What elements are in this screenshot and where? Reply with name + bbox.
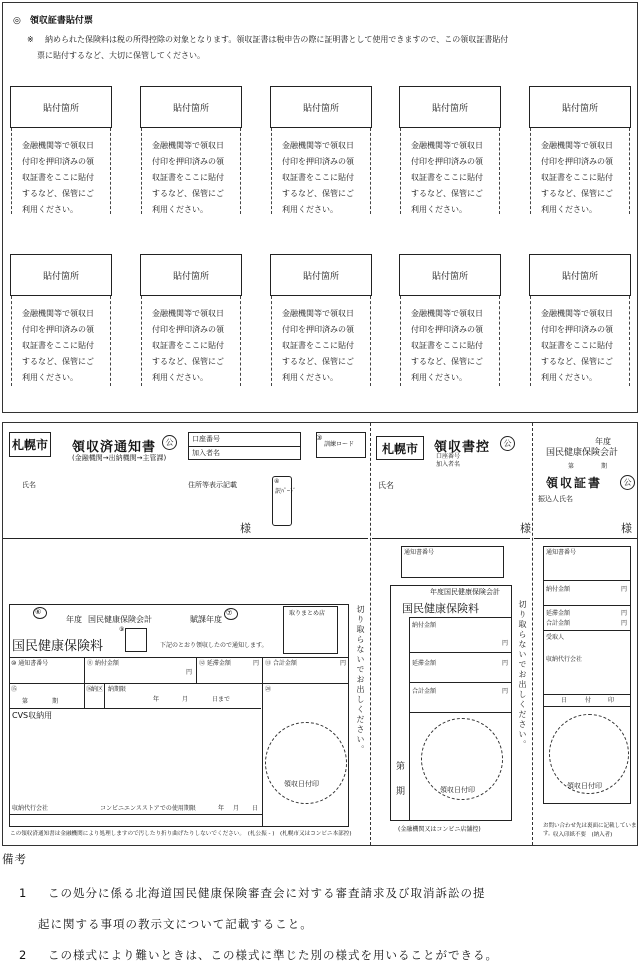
paste-dash-right [629, 296, 630, 386]
slip-a-dai: 第 [22, 698, 29, 705]
slip-a-num3: ③ [316, 434, 323, 442]
slip-a-account-no: 口座番号 [192, 435, 220, 443]
slip-c-notice-no: 通知書番号 [546, 549, 577, 556]
slip-b-inner-left [409, 617, 410, 821]
slip-c-line-5 [543, 706, 631, 707]
slip-c-insurance-account: 国民健康保険会計 [546, 448, 619, 458]
slip-c-date-3: 印 [608, 697, 615, 704]
paste-dash-left [530, 128, 531, 214]
slip-a-insurance-account: 国民健康保険会計 [88, 615, 152, 624]
slip-c-date-1: 日 [561, 697, 568, 704]
paste-dash-left [400, 128, 401, 214]
slip-c-late-fee: 延滞金額 [546, 610, 571, 617]
slip-a-name-label: 氏名 [22, 481, 36, 489]
slip-c-sama: 様 [621, 522, 632, 535]
slip-b-line-4 [409, 712, 512, 713]
slip-b-subscriber: 加入者名 [436, 461, 461, 468]
slip-b-ki: 期 [396, 787, 406, 797]
remark-1-number: 1 [19, 886, 28, 900]
paste-slot-instruction-line: するなど、保管にご [411, 189, 483, 198]
slip-c-ko-mark: 公 [620, 475, 635, 490]
slip-a-num6: ⑥ [35, 608, 42, 616]
paste-slot-instruction-line: 収証書をここに貼付 [541, 341, 613, 350]
slip-b-sama: 様 [520, 522, 531, 535]
slip-b-account-no: 口座番号 [436, 453, 461, 460]
slip-c-line-2 [543, 605, 631, 606]
slip-c-title: 領収証書 [546, 476, 603, 490]
paste-slot-label: 貼付箇所 [529, 254, 631, 296]
slip-a-stamp-label: 領収日付印 [284, 780, 319, 788]
slip-a-agent-line [9, 814, 262, 815]
paste-slot-instruction-line: 付印を押印済みの領 [152, 157, 224, 166]
paste-slot-instruction-line: 金融機関等で領収日 [282, 141, 354, 150]
paste-slot-instruction-line: 収証書をここに貼付 [411, 173, 483, 182]
paste-dash-left [400, 296, 401, 386]
paste-dash-right [240, 296, 241, 386]
paste-slot-instruction-line: 利用ください。 [152, 205, 208, 214]
paste-slot-instruction-line: するなど、保管にご [282, 357, 354, 366]
usage-period-label: コンビニエンスストアでの使用期限 [100, 805, 196, 812]
slip-b-dai: 第 [396, 762, 406, 772]
usage-month: 月 [233, 805, 240, 812]
paste-slot-instruction-line: 利用ください。 [411, 205, 467, 214]
paste-slot-instructions [152, 138, 238, 218]
slip-a-row2-bottom [9, 708, 261, 709]
slip-c-hline-1 [534, 538, 637, 539]
paste-dash-right [370, 128, 371, 214]
slip-a-year-label: 年度 [66, 615, 82, 624]
slip-b-name-label: 氏名 [378, 481, 394, 490]
slip-a-num9: ⑨ [119, 626, 125, 633]
slip-c-line-1 [543, 580, 631, 581]
note-line-1: 納められた保険料は税の所得控除の対象となります。領収証書は税申告の際に証明書として使用できますので、この領収証書貼付 [45, 35, 509, 44]
slip-divider-2 [532, 423, 533, 845]
slip-a-amount: ⑪ 納付金額 [87, 660, 119, 667]
slip-b-total: 合計金額 [412, 688, 437, 695]
paste-slot-label: 貼付箇所 [529, 86, 631, 128]
paste-dash-left [141, 128, 142, 214]
paste-slot-instructions [541, 306, 627, 386]
paste-slot-instructions [152, 306, 238, 386]
cut-notice-1: 切り取らないでお出しください。 [356, 605, 365, 755]
cut-notice-2: 切り取らないでお出しください。 [518, 600, 527, 750]
slip-a-late-fee: ⑫ 延滞金額 [199, 660, 231, 667]
slip-b-city: 札幌市 [376, 436, 424, 460]
paste-slot-instruction-line: 金融機関等で領収日 [411, 309, 483, 318]
paste-slot-instruction-line: 金融機関等で領収日 [152, 141, 224, 150]
slip-b-ko-mark: 公 [500, 436, 515, 451]
paste-slot-instruction-line: 付印を押印済みの領 [22, 157, 94, 166]
note-line-2: 票に貼付するなど、大切に保管してください。 [37, 51, 205, 60]
paste-dash-left [271, 128, 272, 214]
paste-dash-right [240, 128, 241, 214]
paste-slot-instruction-line: 金融機関等で領収日 [411, 141, 483, 150]
slip-a-hline-1 [3, 538, 368, 539]
paste-slot-instructions [22, 306, 108, 386]
slip-a-total: ⑬ 合計金額 [265, 660, 297, 667]
paste-slot-instruction-line: 収証書をここに貼付 [152, 341, 224, 350]
slip-a-num20: ⑳ [265, 686, 272, 693]
paste-slot-instruction-line: 収証書をここに貼付 [22, 173, 94, 182]
paste-dash-left [11, 128, 12, 214]
paste-slot-instruction-line: 利用ください。 [282, 205, 338, 214]
paste-slot-instruction-line: 付印を押印済みの領 [282, 325, 354, 334]
slip-b-total-yen: 円 [502, 688, 509, 695]
remarks-title: 備考 [2, 852, 27, 866]
slip-a-total-yen: 円 [340, 660, 347, 667]
slip-a-stamp-circle [265, 722, 347, 804]
remark-2-number: 2 [19, 948, 28, 962]
slip-c-line-3 [543, 630, 631, 631]
paste-slot-instructions [411, 138, 497, 218]
paste-slot-instruction-line: 収証書をここに貼付 [282, 173, 354, 182]
paste-dash-right [110, 296, 111, 386]
paste-slot-instructions [22, 138, 108, 218]
paste-slot-label: 貼付箇所 [140, 254, 242, 296]
paste-slot-instruction-line: 金融機関等で領収日 [282, 309, 354, 318]
slip-a-address-label: 住所等表示記載 [188, 481, 237, 489]
remark-1-line-1: この処分に係る北海道国民健康保険審査会に対する審査請求及び取消訴訟の提 [48, 886, 486, 900]
slip-c-payer: 振込人氏名 [538, 495, 573, 503]
slip-a-date-until: 日まで [212, 696, 231, 703]
slip-c-date-2: 付 [585, 697, 592, 704]
paste-slot-instruction-line: するなど、保管にご [152, 357, 224, 366]
slip-b-line-1 [409, 617, 512, 618]
paste-slot-instructions [541, 138, 627, 218]
paste-slot-label: 貼付箇所 [270, 86, 372, 128]
paste-sheet-title: ◎ 領収証書貼付票 [13, 16, 93, 26]
paste-slot-instruction-line: 金融機関等で領収日 [541, 309, 613, 318]
slip-a-num7: ⑦ [226, 609, 233, 617]
slip-a-num16: ⑯ [86, 686, 93, 693]
slip-a-row2-v1 [84, 683, 85, 708]
slip-c-total-yen: 円 [621, 620, 628, 627]
paste-slot-instruction-line: 利用ください。 [22, 373, 78, 382]
note-mark: ※ [27, 35, 34, 44]
slip-a-sama: 様 [240, 522, 251, 535]
paste-slot-instruction-line: 付印を押印済みの領 [282, 157, 354, 166]
barcode-label: 訓練ロード [324, 441, 355, 448]
paste-slot-instruction-line: 利用ください。 [22, 205, 78, 214]
collect-shop-label: 取りまとめ店 [289, 610, 326, 617]
paste-dash-left [141, 296, 142, 386]
slip-c-amount-yen: 円 [621, 586, 628, 593]
slip-a-num9-box [125, 628, 147, 652]
paste-slot-instruction-line: 付印を押印済みの領 [541, 157, 613, 166]
paste-slot-instruction-line: 利用ください。 [541, 373, 597, 382]
paste-slot-instruction-line: 付印を押印済みの領 [411, 157, 483, 166]
paste-slot-label: 貼付箇所 [399, 86, 501, 128]
slip-a-stamp-column [262, 683, 263, 827]
paste-slot-instruction-line: するなど、保管にご [152, 189, 224, 198]
slip-a-subscriber: 加入者名 [192, 449, 220, 457]
paste-dash-left [530, 296, 531, 386]
paste-dash-right [370, 296, 371, 386]
usage-year: 年 [218, 805, 225, 812]
slip-c-late-fee-yen: 円 [621, 610, 628, 617]
slip-a-row2-v2 [104, 683, 105, 708]
paste-dash-left [11, 296, 12, 386]
slip-c-stamp-label: 領収日付印 [567, 782, 602, 790]
slip-c-year-label: 年度 [595, 437, 611, 446]
paste-slot-instruction-line: 付印を押印済みの領 [22, 325, 94, 334]
slip-b-line-2 [409, 652, 512, 653]
slip-c-footer-2: 収入印紙不要 (納入者) [553, 832, 613, 838]
slip-b-year-account: 年度国民健康保険会計 [430, 588, 500, 596]
slip-a-row1-v3 [262, 657, 263, 683]
slip-c-recipient: 受取人 [546, 634, 565, 641]
paste-slot-instruction-line: 付印を押印済みの領 [541, 325, 613, 334]
paste-slot-label: 貼付箇所 [10, 254, 112, 296]
slip-a-row1-bottom [9, 683, 349, 684]
paste-dash-right [499, 128, 500, 214]
slip-b-stamp-label: 領収日付印 [440, 786, 475, 794]
slip-b-notice-no: 通知書番号 [404, 549, 435, 556]
paste-slot-instructions [282, 306, 368, 386]
paste-dash-right [110, 128, 111, 214]
slip-a-num15: ⑮ [11, 686, 18, 693]
slip-b-title: 領収書控 [434, 440, 491, 455]
slip-c-total: 合計金額 [546, 620, 571, 627]
slip-a-num4-label: 訳ﾊﾟｰﾄﾞ [275, 488, 297, 495]
paste-slot-instruction-line: するなど、保管にご [22, 357, 94, 366]
slip-a-tax-year: 賦課年度 [190, 615, 222, 624]
agent-label: 収納代行会社 [12, 805, 49, 812]
slip-a-notice-text: 下記のとおり領収したので通知します。 [160, 642, 268, 649]
paste-dash-right [629, 128, 630, 214]
slip-a-date-month: 月 [182, 696, 189, 703]
slip-c-amount: 納付金額 [546, 586, 571, 593]
slip-b-amount: 納付金額 [412, 622, 437, 629]
slip-a-title: 領収済通知書 [72, 440, 157, 455]
slip-a-amount-yen: 円 [186, 669, 193, 676]
paste-slot-instruction-line: 付印を押印済みの領 [152, 325, 224, 334]
usage-day: 日 [252, 805, 259, 812]
paste-slot-instruction-line: するなど、保管にご [282, 189, 354, 198]
cvs-label: CVS収納用 [12, 711, 53, 720]
paste-slot-instruction-line: 付印を押印済みの領 [411, 325, 483, 334]
slip-b-insurance-fee: 国民健康保険料 [402, 602, 479, 615]
slip-a-period: 期 [52, 698, 59, 705]
paste-slot-instruction-line: 収証書をここに貼付 [152, 173, 224, 182]
paste-slot-instruction-line: 利用ください。 [541, 205, 597, 214]
slip-a-footer: この領収済通知書は金融機関により処理しますので汚したり折り曲げたりしないでください。 (札公振 - ) (札幌市又はコンビニ本部控) [10, 831, 352, 837]
slip-b-late-fee: 延滞金額 [412, 660, 437, 667]
slip-a-late-fee-yen: 円 [253, 660, 260, 667]
paste-slot-instruction-line: するなど、保管にご [411, 357, 483, 366]
paste-slot-label: 貼付箇所 [140, 86, 242, 128]
paste-slot-instruction-line: 収証書をここに貼付 [541, 173, 613, 182]
paste-slot-instruction-line: 利用ください。 [152, 373, 208, 382]
remark-1-line-2: 起に関する事項の教示文について記載すること。 [38, 917, 313, 931]
slip-b-late-fee-yen: 円 [502, 660, 509, 667]
slip-c-dai: 第 [568, 463, 575, 470]
slip-a-date-year: 年 [153, 696, 160, 703]
slip-a-deadline: 納期限 [108, 686, 127, 693]
slip-c-agent: 収納代行会社 [546, 656, 583, 663]
slip-a-account-divider [188, 446, 301, 447]
slip-divider-1 [370, 423, 371, 845]
slip-c-footer-1: お問い合わせ先は裏面に記載しています。 [543, 823, 637, 837]
paste-slot-instructions [282, 138, 368, 218]
paste-slot-instructions [411, 306, 497, 386]
paste-slot-instruction-line: 金融機関等で領収日 [22, 141, 94, 150]
slip-a-insurance-fee: 国民健康保険料 [12, 639, 104, 654]
slip-b-amount-yen: 円 [502, 640, 509, 647]
slip-a-num4: ④ [274, 478, 280, 485]
slip-a-row1-top [9, 657, 349, 658]
slip-a-row1-v1 [84, 657, 85, 683]
slip-c-line-4 [543, 694, 631, 695]
paste-slot-instruction-line: 利用ください。 [282, 373, 338, 382]
paste-slot-label: 貼付箇所 [399, 254, 501, 296]
paste-slot-instruction-line: 金融機関等で領収日 [22, 309, 94, 318]
paste-slot-instruction-line: 金融機関等で領収日 [152, 309, 224, 318]
slip-b-hline-1 [372, 538, 530, 539]
slip-b-line-3 [409, 682, 512, 683]
paste-slot-instruction-line: するなど、保管にご [541, 357, 613, 366]
paste-dash-right [499, 296, 500, 386]
paste-slot-instruction-line: 収証書をここに貼付 [22, 341, 94, 350]
paste-slot-instruction-line: するなど、保管にご [541, 189, 613, 198]
paste-slot-label: 貼付箇所 [270, 254, 372, 296]
slip-a-notice-no: ⑩ 通知書番号 [11, 660, 49, 667]
slip-a-ko-mark: 公 [162, 435, 177, 450]
slip-a-row1-v2 [196, 657, 197, 683]
paste-slot-instruction-line: 収証書をここに貼付 [282, 341, 354, 350]
slip-c-ki: 期 [601, 463, 608, 470]
paste-slot-label: 貼付箇所 [10, 86, 112, 128]
slip-a-ward: 納区 [91, 686, 104, 693]
slip-a-subtitle: (金融機関→出納機関→主管課) [72, 454, 167, 462]
slip-a-city: 札幌市 [9, 432, 51, 457]
paste-slot-instruction-line: 利用ください。 [411, 373, 467, 382]
remark-2-line-1: この様式により難いときは、この様式に準じた別の様式を用いることができる。 [48, 948, 498, 962]
paste-dash-left [271, 296, 272, 386]
paste-slot-instruction-line: 金融機関等で領収日 [541, 141, 613, 150]
paste-slot-instruction-line: 収証書をここに貼付 [411, 341, 483, 350]
slip-b-footer: (金融機関又はコンビニ店舗控) [398, 826, 481, 833]
paste-slot-instruction-line: するなど、保管にご [22, 189, 94, 198]
